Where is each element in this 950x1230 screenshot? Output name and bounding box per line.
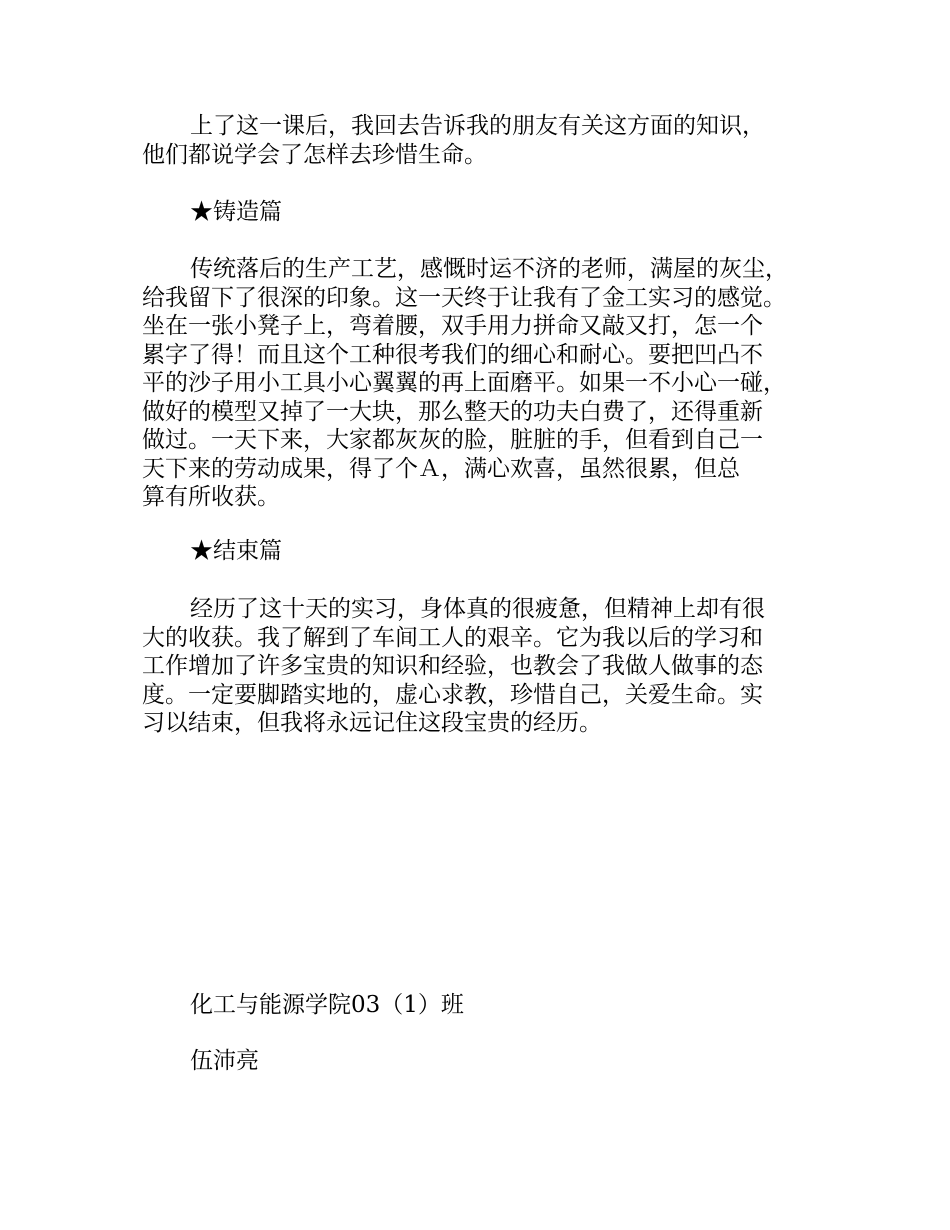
paragraph-intro-conclusion	[142, 112, 832, 169]
paragraph-line: 习以结束，但我将永远记住这段宝贵的经历。	[142, 710, 602, 736]
section-heading-ending: ★结束篇	[190, 538, 282, 564]
paragraph-line: 算有所收获。	[142, 484, 280, 510]
paragraph-line: 平的沙子用小工具小心翼翼的再上面磨平。如果一不小心一碰，	[142, 370, 786, 396]
paragraph-line: 上了这一课后，我回去告诉我的朋友有关这方面的知识，	[190, 113, 765, 139]
paragraph-line: 累字了得！而且这个工种很考我们的细心和耐心。要把凹凸不	[142, 341, 763, 368]
paragraph-line: 坐在一张小凳子上，弯着腰，双手用力拼命又敲又打，怎一个	[142, 313, 763, 339]
signature-author: 伍沛亮	[190, 1048, 259, 1074]
paragraph-line: 大的收获。我了解到了车间工人的艰辛。它为我以后的学习和	[142, 624, 763, 651]
paragraph-line: 度。一定要脚踏实地的，虚心求教，珍惜自己，关爱生命。实	[142, 681, 763, 708]
paragraph-line: 做过。一天下来，大家都灰灰的脸，脏脏的手，但看到自己一	[142, 427, 763, 453]
paragraph-line: 他们都说学会了怎样去珍惜生命。	[142, 141, 487, 168]
paragraph-line: 工作增加了许多宝贵的知识和经验，也教会了我做人做事的态	[142, 653, 763, 679]
section-heading-casting: ★铸造篇	[190, 199, 282, 225]
paragraph-line: 传统落后的生产工艺，感慨时运不济的老师，满屋的灰尘，	[190, 256, 788, 282]
paragraph-line: 天下来的劳动成果，得了个Ａ，满心欢喜，虽然很累，但总	[142, 455, 740, 482]
paragraph-casting	[142, 255, 832, 512]
paragraph-line: 经历了这十天的实习，身体真的很疲惫，但精神上却有很	[190, 596, 765, 622]
paragraph-line: 做好的模型又掉了一大块，那么整天的功夫白费了，还得重新	[142, 398, 763, 425]
signature-class: 化工与能源学院03（1）班	[190, 992, 464, 1018]
paragraph-ending	[142, 595, 832, 738]
paragraph-line: 给我留下了很深的印象。这一天终于让我有了金工实习的感觉。	[142, 284, 786, 311]
